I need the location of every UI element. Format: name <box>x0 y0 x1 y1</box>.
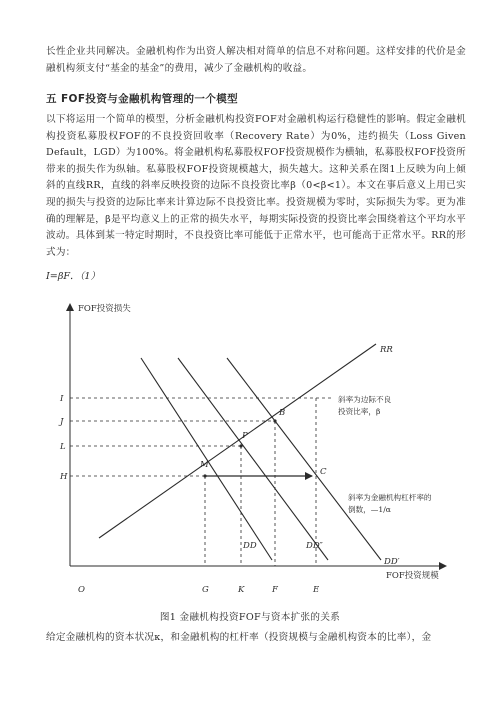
guide-lines <box>70 398 333 566</box>
dd-double-prime-label: DD″ <box>306 541 323 551</box>
figure-caption: 图1 金融机构投资FOF与资本扩张的关系 <box>159 612 341 623</box>
point-p-marker <box>239 444 242 447</box>
dd-annotation-line1: 斜率为金融机构杠杆率的 <box>348 493 432 502</box>
y-axis-label: FOF投资损失 <box>78 304 131 314</box>
point-b-marker <box>273 419 276 422</box>
closing-paragraph: 给定金融机构的资本状况κ，和金融机构的杠杆率（投资规模与金融机构资本的比率），金 <box>46 632 432 643</box>
dd-label: DD <box>243 541 257 551</box>
x-tick-k: K <box>238 585 245 595</box>
rr-annotation-line2: 投资比率，β <box>338 407 381 416</box>
y-tick-h: H <box>60 472 68 482</box>
origin-label: O <box>78 585 85 595</box>
point-b-label: B <box>279 408 286 418</box>
x-axis-label: FOF投资规模 <box>386 571 439 581</box>
rr-line <box>99 344 376 538</box>
section-heading: 五 FOF投资与金融机构管理的一个模型 <box>46 93 239 105</box>
body-paragraph: 以下将运用一个简单的模型，分析金融机构投资FOF对金融机构运行稳健性的影响。假定金融机构投资私募股权FOF的不良投资回收率（Recovery Rate）为0%，违约损失（Loss Given Default，LGD）为100%。将金融机构私募股权FOF投资规模作为横轴，私募股权FOF投资所带来的损失作为纵轴。私募股权FOF投资规模越大，损失越大。这种关系在图1上反映为向上倾斜的直线RR，直线的斜率反映投资的边际不良投资比率β（0<β<1）。本文在事后意义上用已实现的损失与投资的边际比率来计算边际不良投资比率。投资规模为零时，实际损失为零。更为准确的理解是，β是平均意义上的正常的损失水平，每期实际投资的投资比率会围绕着这个平均水平波动。具体到某一特定时期时，不良投资比率可能低于正常水平，也可能高于正常水平。RR的形式为： <box>46 114 466 258</box>
figure-1-diagram <box>46 286 466 604</box>
dd-annotation-line2: 倒数，—1/α <box>348 505 391 514</box>
x-tick-g: G <box>202 585 209 595</box>
dd-prime-line <box>227 358 381 560</box>
point-p-label: P <box>242 431 248 441</box>
x-tick-e: E <box>313 585 320 595</box>
y-tick-i: I <box>60 394 64 404</box>
y-tick-j: J <box>60 417 64 427</box>
formula: I=βF．（1） <box>46 271 101 282</box>
rr-annotation-line1: 斜率为边际不良 <box>338 395 392 404</box>
y-tick-l: L <box>60 442 66 452</box>
point-c-label: C <box>320 467 327 477</box>
x-tick-f: F <box>272 585 278 595</box>
intro-paragraph: 长性企业共同解决。金融机构作为出资人解决相对简单的信息不对称问题。这样安排的代价是金融机构须支付“基金的基金”的费用，减少了金融机构的收益。 <box>46 46 466 74</box>
dd-prime-label: DD′ <box>384 557 400 567</box>
point-m-marker <box>203 474 206 477</box>
point-m-label: M <box>200 460 209 470</box>
rr-label: RR <box>380 345 393 355</box>
